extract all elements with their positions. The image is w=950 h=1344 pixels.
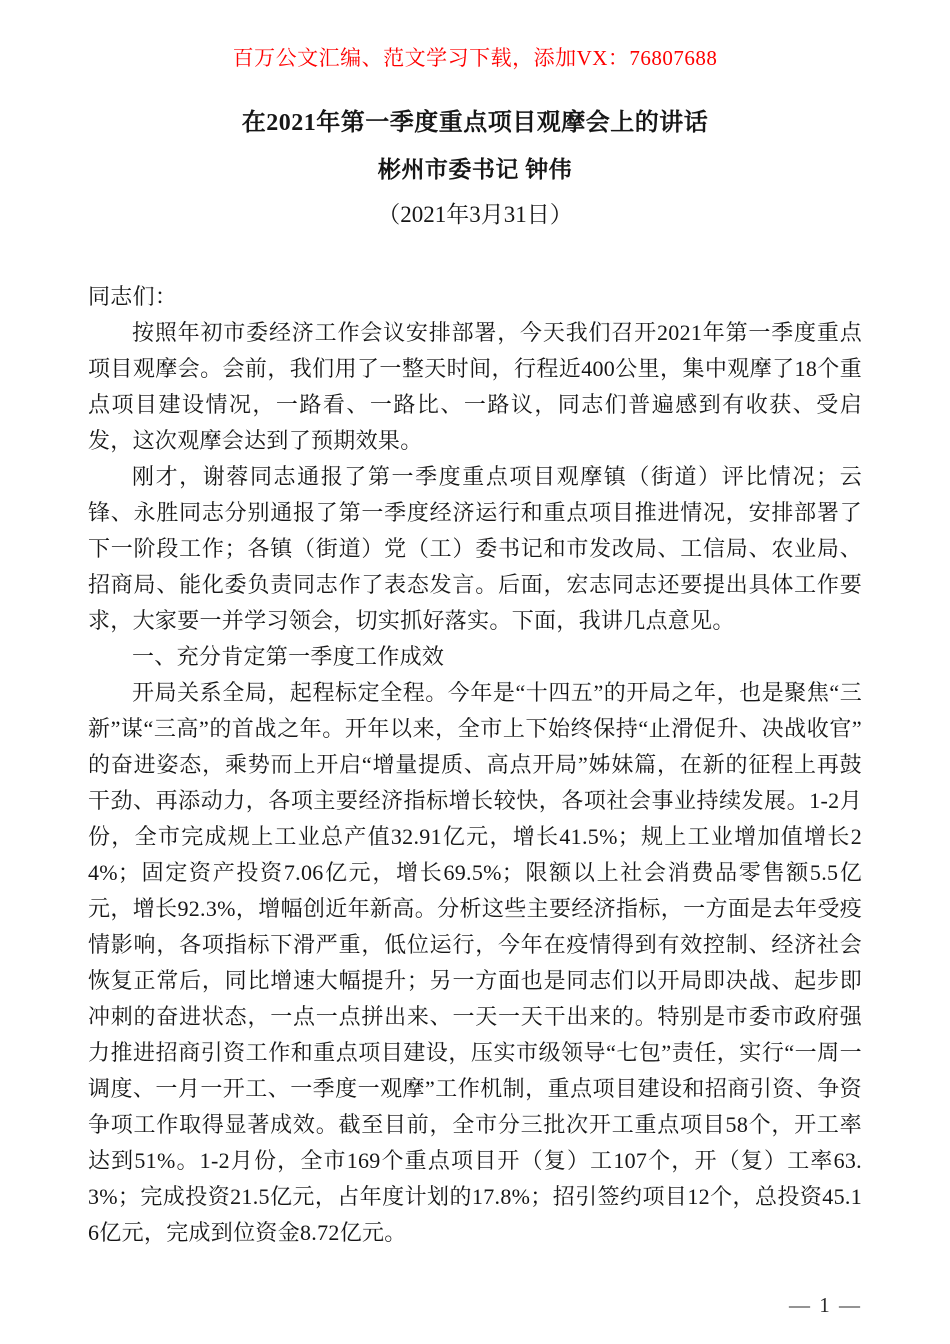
doc-author: 彬州市委书记 钟伟 <box>377 157 573 182</box>
page-number: — 1 — <box>789 1293 862 1317</box>
doc-date: （2021年3月31日） <box>377 202 573 227</box>
doc-title: 在2021年第一季度重点项目观摩会上的讲话 <box>241 110 709 136</box>
header-notice: 百万公文汇编、范文学习下载，添加VX：76807688 <box>232 46 718 70</box>
paragraph: 同志们： <box>88 284 178 309</box>
document-body <box>88 279 862 1251</box>
section-heading: 一、充分肯定第一季度工作成效 <box>132 644 445 669</box>
paragraph: 开局关系全局，起程标定全程。今年是“十四五”的开局之年，也是聚焦“三新”谋“三高”的首战之年。开年以来，全市上下始终保持“止滑促升、决战收官”的奋进姿态，乘势而上开启“增量提质、高点开局”姊妹篇，在新的征程上再鼓干劲、再添动力，各项主要经济指标增长较快，各项社会事业持续发展。1-2月份，全市完成规上工业总产值32.91亿元，增长41.5%；规上工业增加值增长24%；固定资产投资7.06亿元，增长69.5%；限额以上社会消费品零售额5.5亿元，增长92.3%，增幅创近年新高。分析这些主要经济指标，一方面是去年受疫情影响，各项指标下滑严重，低位运行，今年在疫情得到有效控制、经济社会恢复正常后，同比增速大幅提升；另一方面也是同志们以开局即决战、起步即冲刺的奋进状态，一点一点拼出来、一天一天干出来的。特别是市委市政府强力推进招商引资工作和重点项目建设，压实市级领导“七包”责任，实行“一周一调度、一月一开工、一季度一观摩”工作机制，重点项目建设和招商引资、争资争项工作取得显著成效。截至目前，全市分三批次开工重点项目58个，开工率达到51%。1-2月份，全市169个重点项目开（复）工107个，开（复）工率63.3%；完成投资21.5亿元，占年度计划的17.8%；招引签约项目12个，总投资45.16亿元，完成到位资金8.72亿元。 <box>88 680 862 1245</box>
paragraph: 刚才，谢蓉同志通报了第一季度重点项目观摩镇（街道）评比情况；云锋、永胜同志分别通报了第一季度经济运行和重点项目推进情况，安排部署了下一阶段工作；各镇（街道）党（工）委书记和市发改局、工信局、农业局、招商局、能化委负责同志作了表态发言。后面，宏志同志还要提出具体工作要求，大家要一并学习领会，切实抓好落实。下面，我讲几点意见。 <box>88 464 862 633</box>
paragraph: 按照年初市委经济工作会议安排部署，今天我们召开2021年第一季度重点项目观摩会。会前，我们用了一整天时间，行程近400公里，集中观摩了18个重点项目建设情况，一路看、一路比、一路议，同志们普遍感到有收获、受启发，这次观摩会达到了预期效果。 <box>88 320 862 453</box>
